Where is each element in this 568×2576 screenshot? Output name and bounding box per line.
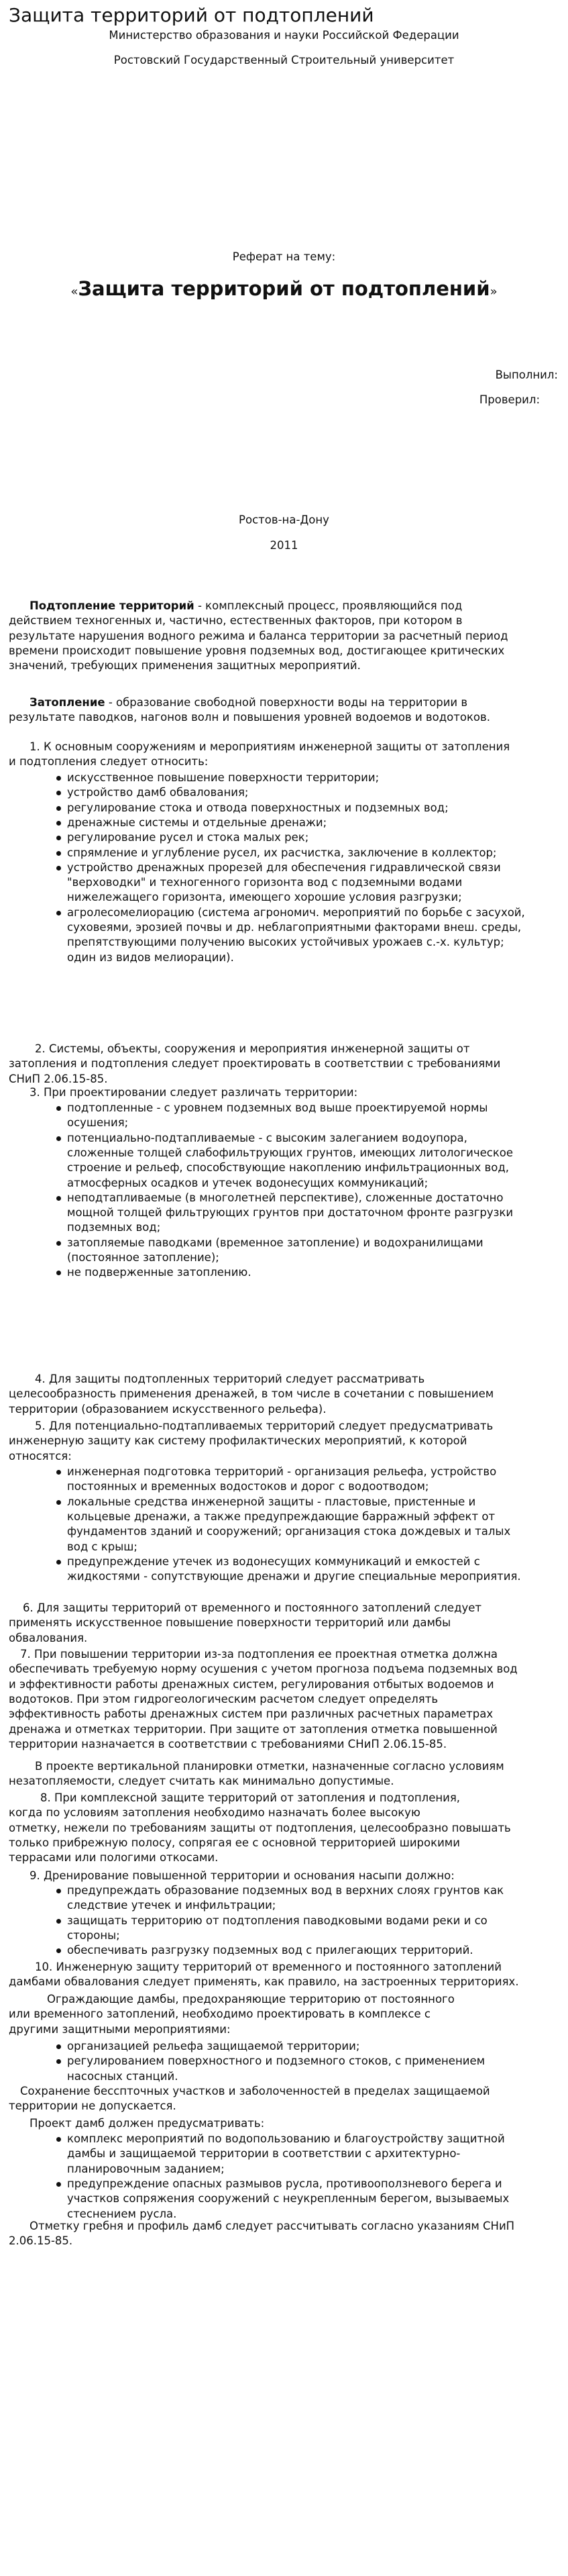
performed-by-label: Выполнил:	[495, 368, 558, 381]
p14_lines-line: другими защитными мероприятиями:	[9, 2022, 231, 2036]
bullet-icon	[56, 821, 61, 826]
list-item-line: стеснением русла.	[67, 2207, 177, 2220]
p17_lines-line: 2.06.15-85.	[9, 2234, 73, 2248]
p13_lines-line: 10. Инженерную защиту территорий от временного и постоянного затоплений	[35, 1961, 502, 1973]
p6_lines-line: территории (образованием искусственного рельефа).	[9, 1402, 327, 1416]
p4_lines-line: затопления и подтопления следует проектировать в соответствии с требованиями	[9, 1057, 501, 1071]
list-item-line: спрямление и углубление русел, их расчистка, заключение в коллектор;	[67, 846, 497, 859]
bullet-icon	[56, 1560, 61, 1565]
p4_lines-line: 2. Системы, объекты, сооружения и мероприятия инженерной защиты от	[35, 1042, 470, 1055]
p7_lines-line: относятся:	[9, 1449, 72, 1463]
bullet-icon	[56, 2182, 61, 2187]
bullet-icon	[56, 911, 61, 915]
list-item-line: вод с крыш;	[67, 1540, 137, 1553]
bullet-icon	[56, 1948, 61, 1953]
p4_lines-line: СНиП 2.06.15-85.	[9, 1072, 108, 1085]
city-line: Ростов-на-Дону	[239, 513, 329, 526]
list-item-line: комплекс мероприятий по водопользованию и благоустройству защитной	[67, 2132, 505, 2145]
topic-open-quote: «	[70, 285, 78, 299]
list-item-line: инженерная подготовка территорий - организация рельефа, устройство	[67, 1465, 497, 1478]
list-item-line: предупреждение утечек из водонесущих коммуникаций и емкостей с	[67, 1554, 480, 1568]
list-item-line: осушения;	[67, 1116, 129, 1130]
list-item-line: участков сопряжения сооружений с неукрепленным берегом, вызываемых	[67, 2192, 510, 2206]
list-item-line: насосных станций.	[67, 2069, 178, 2083]
p8_lines-line: 6. Для защиты территорий от временного и постоянного затоплений следует	[23, 1601, 482, 1614]
p1-definition: - комплексный процесс, проявляющийся под	[194, 599, 463, 612]
list-item-line: подземных вод;	[67, 1221, 161, 1234]
bullet-icon	[56, 2044, 61, 2049]
p2-lead-line	[30, 695, 467, 710]
p3_lines-line: 1. К основным сооружениям и мероприятиям инженерной защиты от затопления	[30, 740, 510, 753]
list-item-line: фундаментов зданий и сооружений; организация стока дождевых и талых	[67, 1525, 511, 1538]
list-item-line: регулированием поверхностного и подземного стоков, с применением	[67, 2054, 486, 2068]
list-item-line: планировочным заданием;	[67, 2162, 225, 2175]
list-item-line: устройство дамб обвалования;	[67, 786, 249, 799]
list-item-line: защищать территорию от подтопления паводковыми водами реки и со	[67, 1914, 488, 1927]
bullet-icon	[56, 1136, 61, 1141]
p1-line: значений, требующих применения защитных мероприятий.	[9, 659, 361, 673]
p7_lines-line: инженерную защиту как систему профилактических мероприятий, к которой	[9, 1434, 467, 1448]
year-line: 2011	[270, 539, 298, 552]
topic-text: Защита территорий от подтоплений	[78, 277, 490, 300]
bullet-icon	[56, 1241, 61, 1246]
list-item-line: не подверженные затоплению.	[67, 1266, 251, 1279]
list-item-line: "верховодки" и техногенного горизонта вод с подземными водами	[67, 876, 463, 889]
list-item-line: стороны;	[67, 1928, 120, 1942]
bullet-icon	[56, 2059, 61, 2064]
p17_lines-line: Отметку гребня и профиль дамб следует рассчитывать согласно указаниям СНиП	[30, 2220, 515, 2232]
p11_lines-line: террасами или пологими откосами.	[9, 1851, 219, 1865]
list-item-line: устройство дренажных прорезей для обеспечения гидравлической связи	[67, 860, 501, 874]
list-item-line: неподтапливаемые (в многолетней перспективе), сложенные достаточно	[67, 1191, 504, 1204]
p11_lines-line: 8. При комплексной защите территорий от затопления и подтопления,	[40, 1791, 461, 1804]
bullet-icon	[56, 1196, 61, 1201]
p9_lines-line: территории назначается в соответствии с требованиями СНиП 2.06.15-85.	[9, 1737, 447, 1750]
p9_lines-line: эффективность работы дренажных систем при различных расчетных параметрах	[9, 1707, 494, 1721]
p11_lines-line: только прибрежную полосу, сопрягая ее с основной территорией широкими	[9, 1836, 460, 1849]
bullet-icon	[56, 851, 61, 856]
bullet-icon	[56, 1889, 61, 1893]
list-item-line: один из видов мелиорации).	[67, 950, 234, 964]
p13_lines-line: дамбами обвалования следует применять, как правило, на застроенных территориях.	[9, 1975, 519, 1989]
p1-line: действием техногенных и, частично, естественных факторов, при котором в	[9, 614, 463, 628]
p15_lines-line: Сохранение бесспточных участков и заболоченностей в пределах защищаемой	[20, 2085, 490, 2097]
list-item-line: локальные средства инженерной защиты - пластовые, пристенные и	[67, 1495, 476, 1508]
list-item-line: предупреждать образование подземных вод в верхних слоях грунтов как	[67, 1884, 504, 1897]
bullet-icon	[56, 791, 61, 795]
document-title: Защита территорий от подтоплений	[9, 4, 374, 26]
essay-label: Реферат на тему:	[232, 250, 336, 263]
p11_lines-line: отметку, нежели по требованиям защиты от подтопления, целесообразно повышать	[9, 1821, 511, 1834]
essay-topic	[0, 275, 568, 305]
p1-line: времени происходит повышение уровня подземных вод, достигающее критических	[9, 644, 505, 657]
topic-close-quote: »	[490, 285, 498, 299]
p12_lines-line: 9. Дренирование повышенной территории и основания насыпи должно:	[30, 1869, 455, 1882]
list-item-line: постоянных и временных водостоков и дорог с водоотводом;	[67, 1480, 429, 1493]
list-item-line: сложенные толщей слабофильтрующих грунтов, имеющих литологическое	[67, 1146, 514, 1159]
p9_lines-line: и эффективности работы дренажных систем, регулирования отбытых водоемов и	[9, 1677, 494, 1691]
bullet-icon	[56, 1919, 61, 1924]
list-item-line: агролесомелиорацию (система агрономич. мероприятий по борьбе с засухой,	[67, 905, 525, 919]
p2-line: результате паводков, нагонов волн и повышения уровней водоемов и водотоков.	[9, 711, 490, 724]
list-item-line: атмосферных осадков и утечек водонесущих коммуникаций;	[67, 1176, 429, 1189]
checked-by-label: Проверил:	[479, 393, 540, 406]
bullet-icon	[56, 1271, 61, 1275]
list-item-line: обеспечивать разгрузку подземных вод с прилегающих территорий.	[67, 1944, 473, 1957]
p7_lines-line: 5. Для потенциально-подтапливаемых территорий следует предусматривать	[35, 1420, 494, 1432]
bullet-icon	[56, 1500, 61, 1505]
p1-line: результате нарушения водного режима и баланса территории за расчетный период	[9, 629, 508, 642]
list-item-line: затопляемые паводками (временное затопление) и водохранилищами	[67, 1236, 484, 1249]
p2-term: Затопление	[30, 696, 105, 709]
list-item-line: регулирование стока и отвода поверхностных и подземных вод;	[67, 801, 449, 814]
ministry-line: Министерство образования и науки Российской Федерации	[109, 29, 459, 42]
p3_lines-line: и подтопления следует относить:	[9, 755, 209, 769]
list-item-line: предупреждение опасных размывов русла, противооползневого берега и	[67, 2177, 502, 2190]
bullet-icon	[56, 1106, 61, 1111]
list-item-line: препятствующими получению высоких устойчивых урожаев с.-х. культур;	[67, 936, 504, 949]
bullet-icon	[56, 806, 61, 811]
p8_lines-line: применять искусственное повышение поверхности территорий или дамбы	[9, 1616, 451, 1630]
p14_lines-line: Ограждающие дамбы, предохраняющие территорию от постоянного	[47, 1993, 455, 2005]
list-item-line: искусственное повышение поверхности территории;	[67, 771, 380, 784]
list-item-line: регулирование русел и стока малых рек;	[67, 831, 309, 844]
p9_lines-line: 7. При повышении территории из-за подтопления ее проектная отметка должна	[20, 1648, 498, 1661]
p10_lines-line: незатопляемости, следует считать как минимально допустимые.	[9, 1775, 394, 1788]
p11_lines-line: когда по условиям затопления необходимо назначать более высокую	[9, 1806, 420, 1820]
p9_lines-line: дренажа и отметках территории. При защите от затопления отметка повышенной	[9, 1722, 498, 1736]
p1-lead-line	[30, 599, 462, 613]
p10_lines-line: В проекте вертикальной планировки отметки, назначенные согласно условиям	[35, 1760, 504, 1773]
bullet-icon	[56, 776, 61, 781]
p15_lines-line: территории не допускается.	[9, 2099, 176, 2113]
list-item-line: строение и рельеф, способствующие накоплению инфильтрационных вод,	[67, 1161, 509, 1175]
p8_lines-line: обвалования.	[9, 1631, 88, 1644]
list-item-line: суховеями, эрозией почвы и др. неблагоприятными факторами внеш. среды,	[67, 921, 522, 934]
bullet-icon	[56, 2137, 61, 2142]
list-item-line: дренажные системы и отдельные дренажи;	[67, 815, 327, 829]
p9_lines-line: обеспечивать требуемую норму осушения с учетом прогноза подъема подземных вод	[9, 1663, 518, 1676]
list-item-line: потенциально-подтапливаемые - с высоким залеганием водоупора,	[67, 1131, 467, 1144]
bullet-icon	[56, 866, 61, 871]
list-item-line: мощной толщей фильтрующих грунтов при достаточном фронте разгрузки	[67, 1206, 514, 1220]
list-item-line: (постоянное затопление);	[67, 1251, 219, 1264]
list-item-line: организацией рельефа защищаемой территории;	[67, 2040, 360, 2052]
p2-definition: - образование свободной поверхности воды на территории в	[105, 696, 468, 709]
p5_lines-line: 3. При проектировании следует различать территории:	[30, 1086, 358, 1099]
bullet-icon	[56, 836, 61, 840]
p6_lines-line: целесообразность применения дренажей, в том числе в сочетании с повышением	[9, 1387, 494, 1401]
list-item-line: нижележащего горизонта, имеющего хорошие условия разгрузки;	[67, 891, 462, 904]
p1-term: Подтопление территорий	[30, 599, 194, 612]
p14_lines-line: или временного затоплений, необходимо проектировать в комплексе с	[9, 2008, 431, 2021]
p16_lines-line: Проект дамб должен предусматривать:	[30, 2117, 265, 2130]
university-line: Ростовский Государственный Строительный университет	[113, 54, 455, 66]
bullet-icon	[56, 1470, 61, 1475]
p6_lines-line: 4. Для защиты подтопленных территорий следует рассматривать	[35, 1373, 425, 1385]
list-item-line: жидкостями - сопутствующие дренажи и другие специальные мероприятия.	[67, 1570, 521, 1583]
list-item-line: кольцевые дренажи, а также предупреждающие барражный эффект от	[67, 1509, 496, 1523]
list-item-line: следствие утечек и инфильтрации;	[67, 1899, 276, 1912]
list-item-line: подтопленные - с уровнем подземных вод выше проектируемой нормы	[67, 1101, 488, 1114]
p9_lines-line: водотоков. При этом гидрогеологическим расчетом следует определять	[9, 1692, 439, 1705]
list-item-line: дамбы и защищаемой территории в соответствии с архитектурно-	[67, 2147, 461, 2161]
